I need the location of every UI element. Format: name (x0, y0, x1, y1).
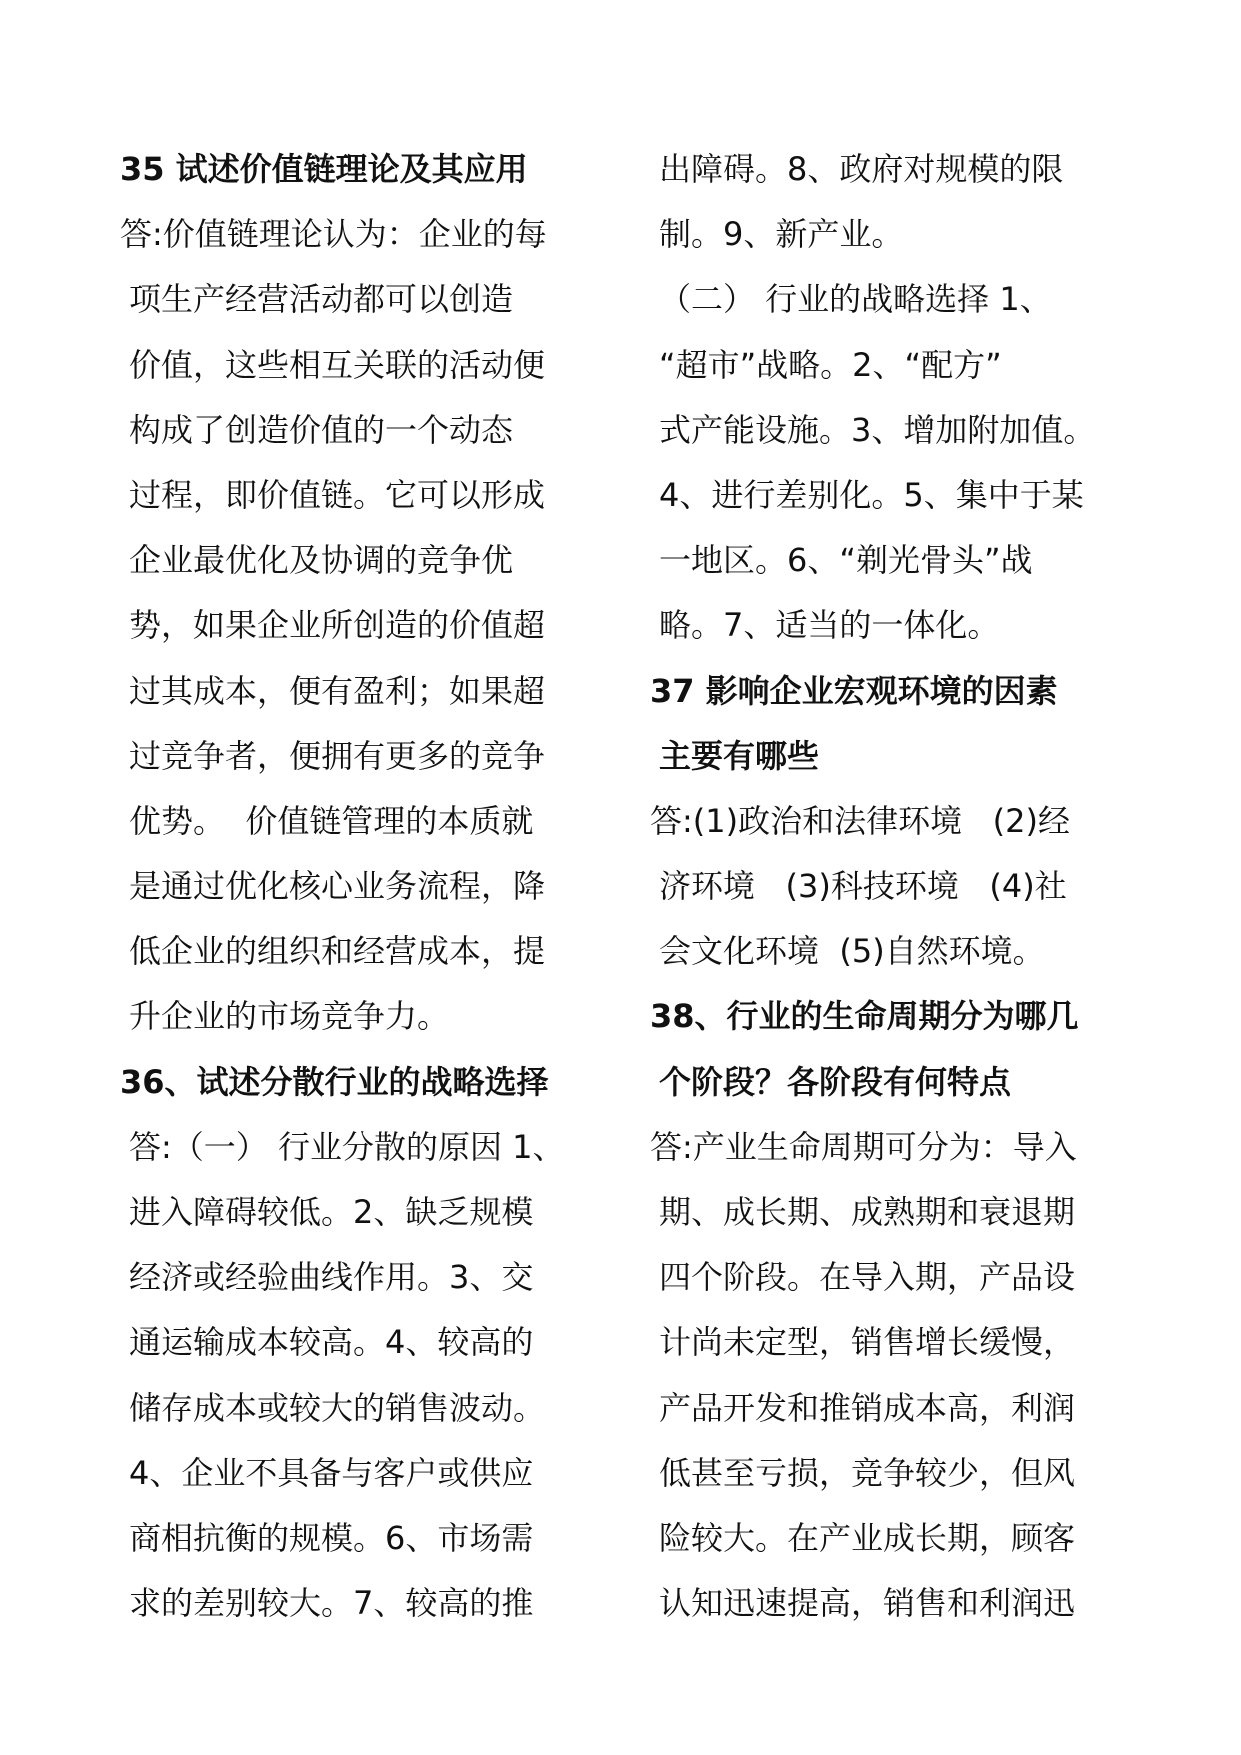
text-line: （二） 行业的战略选择 1、 (659, 280, 1052, 319)
heading-line: 36、试述分散行业的战略选择 (120, 1062, 549, 1101)
text-line: 经济或经验曲线作用。3、交 (129, 1258, 534, 1297)
text-line: 储存成本或较大的销售波动。 (129, 1388, 546, 1427)
heading-line: 主要有哪些 (659, 736, 820, 775)
text-line: 险较大。在产业成长期，顾客 (659, 1518, 1076, 1557)
text-line: 企业最优化及协调的竞争优 (129, 541, 514, 580)
text-line: 制。9、新产业。 (659, 215, 904, 254)
text-line: 低甚至亏损，竞争较少，但风 (659, 1453, 1076, 1492)
text-line: 济环境 (3)科技环境 (4)社 (659, 867, 1067, 906)
heading-line: 35 试述价值链理论及其应用 (120, 150, 528, 188)
text-line: 进入障碍较低。2、缺乏规模 (129, 1193, 534, 1231)
text-line: 优势。 价值链管理的本质就 (129, 801, 534, 840)
text-line: 4、进行差别化。5、集中于某 (659, 475, 1084, 514)
text-line: “超市”战略。2、“配方” (659, 345, 1002, 384)
text-line: 出障碍。8、政府对规模的限 (659, 150, 1064, 188)
heading-line: 37 影响企业宏观环境的因素 (650, 671, 1058, 710)
text-line: 认知迅速提高，销售和利润迅 (659, 1584, 1076, 1623)
text-line: 过竞争者，便拥有更多的竞争 (129, 736, 546, 775)
heading-line: 个阶段？各阶段有何特点 (659, 1062, 1012, 1101)
text-line: 一地区。6、“剃光骨头”战 (659, 541, 1033, 580)
text-line: 通运输成本较高。4、较高的 (129, 1323, 534, 1362)
right-column (650, 137, 1096, 1636)
text-line: 式产能设施。3、增加附加值。 (659, 410, 1096, 449)
text-line: 会文化环境 (5)自然环境。 (659, 932, 1045, 971)
left-column (120, 137, 565, 1636)
text-line: 势，如果企业所创造的价值超 (129, 606, 546, 645)
text-line: 答:产业生命周期可分为：导入 (650, 1127, 1077, 1166)
text-line: 求的差别较大。7、较高的推 (129, 1584, 534, 1623)
text-line: 升企业的市场竞争力。 (129, 997, 450, 1036)
text-line: 答:（一） 行业分散的原因 1、 (129, 1127, 565, 1166)
text-line: 过其成本，便有盈利；如果超 (129, 671, 546, 710)
text-line: 过程，即价值链。它可以形成 (129, 475, 546, 514)
text-line: 答:(1)政治和法律环境 (2)经 (650, 801, 1070, 840)
text-line: 项生产经营活动都可以创造 (129, 280, 514, 319)
text-line: 4、企业不具备与客户或供应 (129, 1453, 534, 1492)
text-line: 商相抗衡的规模。6、市场需 (129, 1518, 534, 1557)
text-line: 低企业的组织和经营成本，提 (129, 932, 546, 971)
text-line: 期、成长期、成熟期和衰退期 (659, 1193, 1076, 1231)
heading-line: 38、行业的生命周期分为哪几 (650, 997, 1079, 1036)
text-line: 计尚未定型，销售增长缓慢， (659, 1323, 1076, 1362)
text-line: 略。7、适当的一体化。 (659, 606, 1000, 645)
text-line: 价值，这些相互关联的活动便 (129, 345, 546, 384)
text-line: 产品开发和推销成本高，利润 (659, 1388, 1076, 1427)
text-line: 是通过优化核心业务流程，降 (129, 867, 546, 906)
text-line: 四个阶段。在导入期，产品设 (659, 1258, 1076, 1297)
text-line: 构成了创造价值的一个动态 (129, 410, 514, 449)
text-line: 答:价值链理论认为：企业的每 (120, 215, 547, 254)
